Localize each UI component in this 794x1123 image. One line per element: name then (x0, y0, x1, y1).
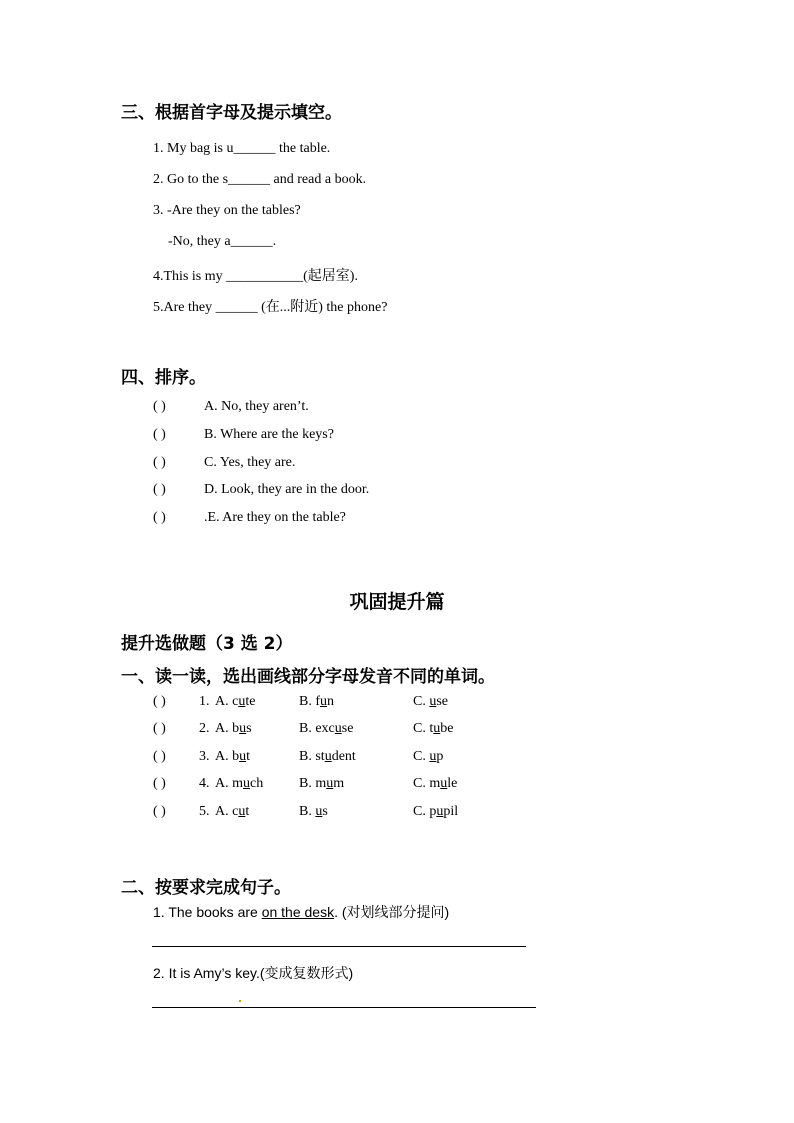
underlined-letter: u (239, 721, 247, 736)
answer-paren[interactable]: ( ) (153, 804, 166, 819)
fill-item-4: 4.This is my ___________(起居室). (153, 269, 358, 284)
option-c (413, 804, 483, 820)
phonics-row (153, 694, 483, 710)
underlined-letter: u (320, 694, 327, 709)
underlined-letter: u (239, 749, 247, 764)
option-text: A. c (215, 694, 239, 709)
option-text: C. m (413, 776, 441, 791)
question-number: 1. (199, 694, 210, 709)
question-number: 3. (199, 749, 210, 764)
option-text: pil (443, 804, 459, 819)
option-text: t (245, 804, 250, 819)
option-text: te (245, 694, 256, 709)
fill-item-2: 2. Go to the s______ and read a book. (153, 172, 367, 187)
fill-item-1: 1. My bag is u______ the table. (153, 141, 331, 156)
underlined-letter: u (429, 694, 437, 709)
order-row (153, 399, 309, 415)
order-row (153, 510, 346, 526)
order-text: C. Yes, they are. (204, 455, 296, 470)
option-text: C. (413, 694, 430, 709)
underlined-letter: u (238, 694, 246, 709)
q1-underlined: on the desk (261, 904, 335, 920)
sentence-q2: 2. It is Amy’s key.(变成复数形式) (153, 965, 354, 981)
option-text: se (436, 694, 449, 709)
section4-heading: 四、排序。 (121, 368, 206, 388)
option-a (215, 749, 299, 765)
part2-heading: 二、按要求完成句子。 (121, 878, 291, 898)
option-text: A. m (215, 776, 243, 791)
underlined-letter: u (326, 776, 334, 791)
option-c (413, 721, 483, 737)
order-row (153, 455, 295, 471)
question-number: 4. (199, 776, 210, 791)
order-row (153, 427, 334, 443)
order-text: A. No, they aren’t. (204, 399, 309, 414)
option-text: C. (413, 749, 430, 764)
option-text: m (333, 776, 345, 791)
advanced-subtitle: 提升选做题（3 选 2） (121, 634, 293, 654)
answer-paren[interactable]: ( ) (153, 776, 166, 791)
phonics-row (153, 749, 483, 765)
order-paren[interactable]: ( ) (153, 482, 166, 497)
order-row (153, 482, 369, 498)
underlined-letter: u (440, 776, 448, 791)
option-text: C. t (413, 721, 434, 736)
order-text: D. Look, they are in the door. (204, 482, 370, 497)
option-c (413, 694, 483, 710)
order-text: B. Where are the keys? (204, 427, 334, 442)
underlined-letter: u (433, 721, 441, 736)
answer-line-2[interactable] (152, 1007, 536, 1008)
answer-line-1[interactable] (152, 946, 526, 947)
option-b (299, 694, 413, 710)
underlined-letter: u (334, 721, 342, 736)
fill-item-3-answer: -No, they a______. (168, 234, 277, 249)
option-text: ch (250, 776, 264, 791)
option-text: B. st (299, 749, 325, 764)
part1-heading: 一、读一读，选出画线部分字母发音不同的单词。 (121, 667, 495, 687)
option-a (215, 804, 299, 820)
option-b (299, 804, 413, 820)
option-a (215, 776, 299, 792)
fill-item-5: 5.Are they ______ (在...附近) the phone? (153, 300, 388, 315)
phonics-row (153, 804, 483, 820)
underlined-letter: u (315, 804, 323, 819)
phonics-row (153, 776, 483, 792)
option-text: t (246, 749, 251, 764)
order-paren[interactable]: ( ) (153, 427, 166, 442)
option-text: n (327, 694, 334, 709)
option-c (413, 776, 483, 792)
option-text: le (447, 776, 458, 791)
underlined-letter: u (238, 804, 246, 819)
option-text: se (341, 721, 354, 736)
option-text: s (322, 804, 328, 819)
q1-text: 1. The books are (153, 904, 262, 920)
advanced-title: 巩固提升篇 (349, 591, 445, 613)
option-text: B. m (299, 776, 327, 791)
fill-item-3: 3. -Are they on the tables? (153, 203, 301, 218)
question-number: 5. (199, 804, 210, 819)
option-text: A. b (215, 721, 240, 736)
option-a (215, 694, 299, 710)
underlined-letter: u (243, 776, 250, 791)
option-text: B. (299, 804, 316, 819)
option-c (413, 749, 483, 765)
q1-instruction: . (对划线部分提问) (334, 904, 450, 920)
option-text: A. c (215, 804, 239, 819)
underlined-letter: u (324, 749, 332, 764)
option-text: C. p (413, 804, 437, 819)
order-text: .E. Are they on the table? (204, 510, 346, 525)
underlined-letter: u (436, 804, 444, 819)
answer-paren[interactable]: ( ) (153, 721, 166, 736)
answer-paren[interactable]: ( ) (153, 749, 166, 764)
option-text: dent (331, 749, 356, 764)
phonics-row (153, 721, 483, 737)
dot-mark (239, 1000, 241, 1002)
option-b (299, 776, 413, 792)
option-text: A. b (215, 749, 240, 764)
option-a (215, 721, 299, 737)
order-paren[interactable]: ( ) (153, 399, 166, 414)
underlined-letter: u (429, 749, 437, 764)
option-b (299, 721, 413, 737)
option-b (299, 749, 413, 765)
answer-paren[interactable]: ( ) (153, 694, 166, 709)
option-text: B. f (299, 694, 320, 709)
option-text: p (436, 749, 444, 764)
order-paren[interactable]: ( ) (153, 455, 166, 470)
option-text: be (440, 721, 454, 736)
sentence-q1 (153, 902, 449, 922)
question-number: 2. (199, 721, 210, 736)
section3-heading: 三、根据首字母及提示填空。 (121, 103, 342, 123)
option-text: B. exc (299, 721, 335, 736)
order-paren[interactable]: ( ) (153, 510, 166, 525)
option-text: s (246, 721, 252, 736)
